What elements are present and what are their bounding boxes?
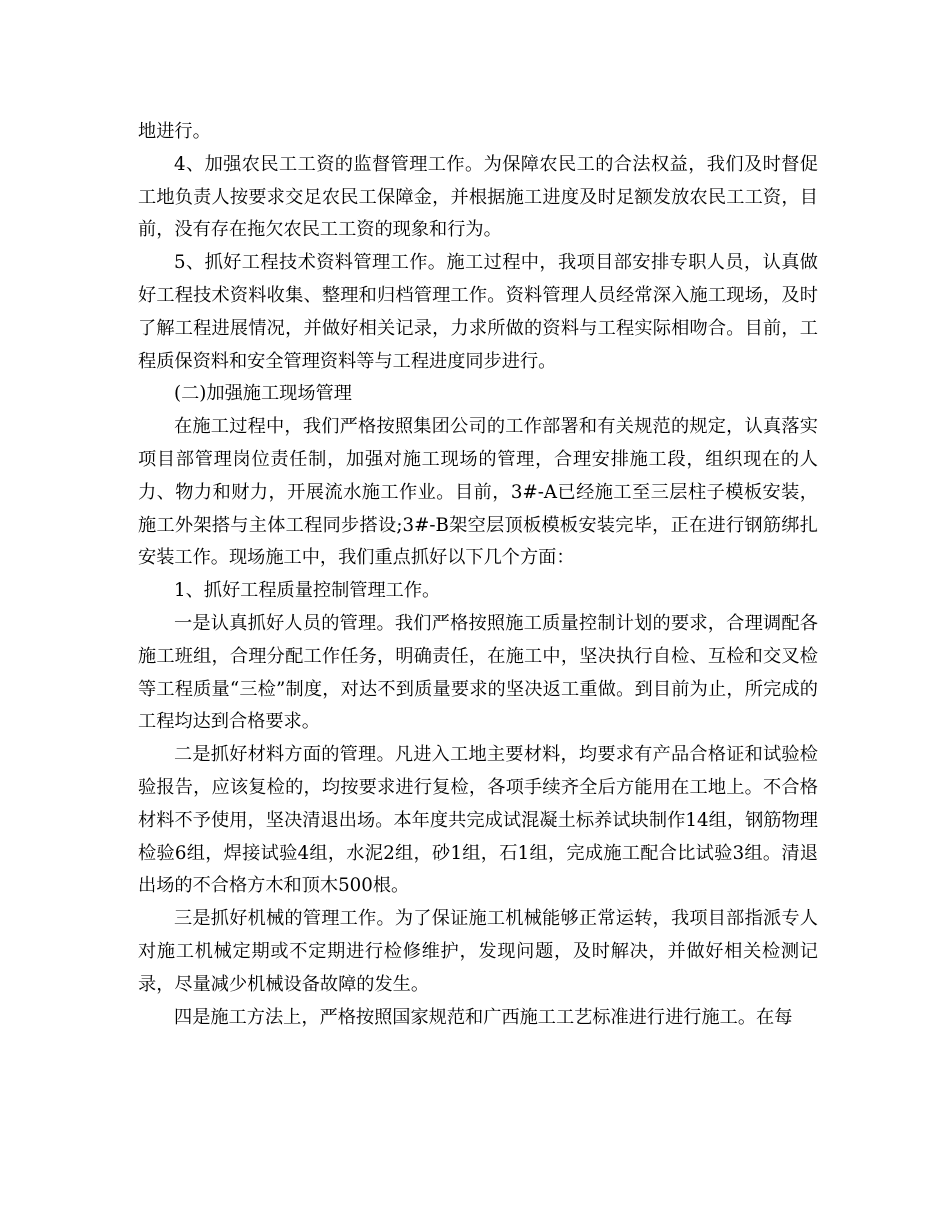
section-heading-site-management: (二)加强施工现场管理 bbox=[174, 383, 352, 405]
paragraph-technical-records: 5、抓好工程技术资料管理工作。施工过程中，我项目部安排专职人员，认真做好工程技术资料收集、整理和归档管理工作。资料管理人员经常深入施工现场，及时了解工程进展情况，并做好相关记录，力求所做的资料与工程实际相吻合。目前，工程质保资料和安全管理资料等与工程进度同步进行。 bbox=[138, 252, 818, 372]
paragraph-machinery-management: 三是抓好机械的管理工作。为了保证施工机械能够正常运转，我项目部指派专人对施工机械定期或不定期进行检修维护，发现问题，及时解决，并做好相关检测记录，尽量减少机械设备故障的发生。 bbox=[138, 908, 818, 995]
paragraph-continuation: 地进行。 bbox=[138, 121, 211, 142]
paragraph-material-management: 二是抓好材料方面的管理。凡进入工地主要材料，均要求有产品合格证和试验检验报告，应该复检的，均按要求进行复检，各项手续齐全后方能用在工地上。不合格材料不予使用，坚决清退出场。本年度共完成试混凝土标养试块制作14组，钢筋物理检验6组，焊接试验4组，水泥2组，砂1组，石1组，完成施工配合比试验3组。清退出场的不合格方木和顶木500根。 bbox=[138, 744, 818, 897]
paragraph-personnel-management: 一是认真抓好人员的管理。我们严格按照施工质量控制计划的要求，合理调配各施工班组，合理分配工作任务，明确责任，在施工中，坚决执行自检、互检和交叉检等工程质量“三检”制度，对达不到质量要求的坚决返工重做。到目前为止，所完成的工程均达到合格要求。 bbox=[138, 612, 818, 733]
subheading-quality-control: 1、抓好工程质量控制管理工作。 bbox=[174, 580, 441, 602]
paragraph-wage-supervision: 4、加强农民工工资的监督管理工作。为保障农民工的合法权益，我们及时督促工地负责人按要求交足农民工保障金，并根据施工进度及时足额发放农民工工资，目前，没有存在拖欠农民工工资的现象和行为。 bbox=[138, 153, 818, 241]
paragraph-site-management: 在施工过程中，我们严格按照集团公司的工作部署和有关规范的规定，认真落实项目部管理岗位责任制，加强对施工现场的管理，合理安排施工段，组织现在的人力、物力和财力，开展流水施工作业。目前，3#-A已经施工至三层柱子模板安装，施工外架搭与主体工程同步搭设;3#-B架空层顶板模板安装完毕，正在进行钢筋绑扎安装工作。现场施工中，我们重点抓好以下几个方面： bbox=[138, 416, 818, 569]
paragraph-construction-methods: 四是施工方法上，严格按照国家规范和广西施工工艺标准进行进行施工。在每 bbox=[174, 1006, 793, 1028]
document-page bbox=[138, 116, 818, 1034]
